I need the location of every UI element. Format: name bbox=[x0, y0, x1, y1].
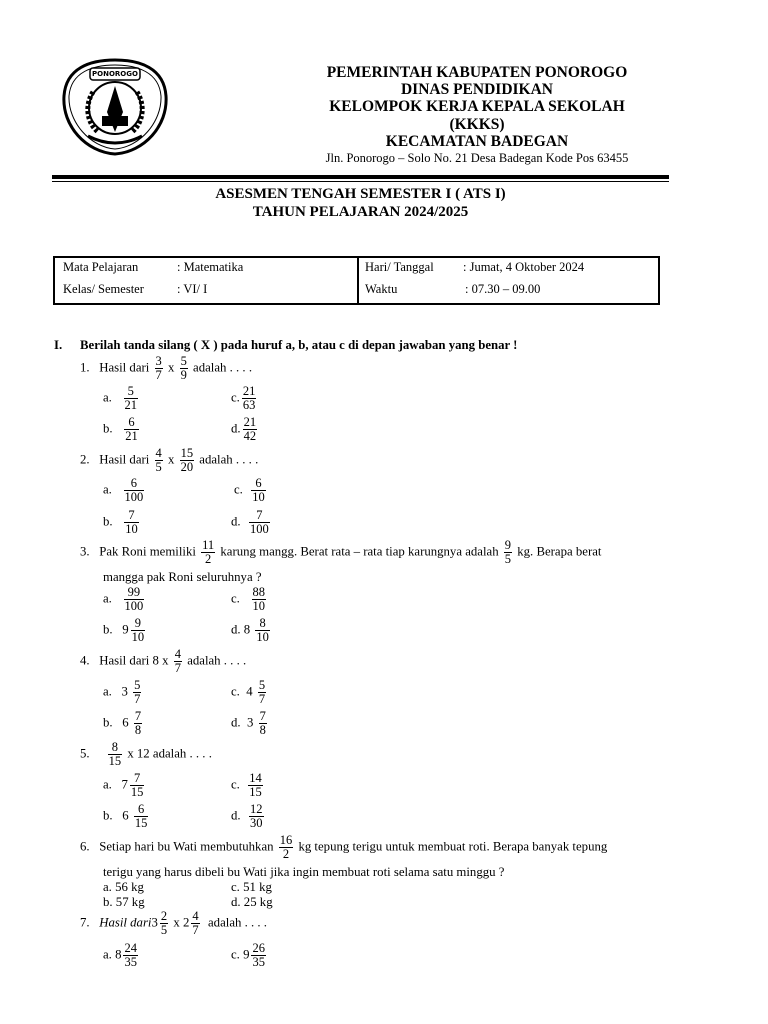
question-7 bbox=[80, 910, 267, 937]
header-line-1: PEMERINTAH KABUPATEN PONOROGO bbox=[326, 64, 628, 81]
q7-whole-1: 3 bbox=[151, 915, 158, 930]
question-4 bbox=[80, 648, 246, 675]
question-3 bbox=[80, 539, 601, 566]
q4-suffix: adalah . . . . bbox=[187, 653, 247, 668]
question-5 bbox=[80, 741, 212, 768]
q7-prefix: Hasil dari bbox=[99, 915, 152, 930]
date-value: : Jumat, 4 Oktober 2024 bbox=[463, 260, 585, 274]
subject-value: : Matematika bbox=[177, 260, 244, 274]
q3-prefix: Pak Roni memiliki bbox=[99, 544, 196, 559]
q2-suffix: adalah . . . . bbox=[199, 452, 259, 467]
logo-banner-text: PONOROGO bbox=[92, 70, 138, 78]
time-label: Waktu bbox=[365, 282, 398, 296]
q4-option-d[interactable]: d. 3 $\frac{7}{8}$ bbox=[231, 709, 266, 737]
q7-fraction-2: $\frac{4}{7}$ bbox=[192, 909, 199, 937]
q5-option-d[interactable]: d. $\frac{12}{30}$ bbox=[231, 802, 263, 830]
subject-label: Mata Pelajaran bbox=[63, 260, 139, 274]
q6-number: 6. bbox=[80, 839, 90, 854]
q2-option-c[interactable]: c. $\frac{6}{10}$ bbox=[234, 476, 265, 504]
q3-option-c[interactable]: c. $\frac{88}{10}$ bbox=[231, 585, 265, 613]
info-box-divider bbox=[357, 258, 359, 303]
q3-number: 3. bbox=[80, 544, 90, 559]
q3-middle: karung mangg. Berat rata – rata tiap karungnya adalah bbox=[220, 544, 499, 559]
q3-fraction-1: $\frac{11}{2}$ bbox=[202, 538, 215, 566]
q4-number: 4. bbox=[80, 653, 90, 668]
q6-line-2: terigu yang harus dibeli bu Wati jika ingin membuat roti selama satu minggu ? bbox=[103, 865, 505, 879]
header-line-3: KELOMPOK KERJA KEPALA SEKOLAH bbox=[329, 98, 625, 115]
q2-option-d[interactable]: d. $\frac{7}{100}$ bbox=[231, 508, 269, 536]
q1-prefix: Hasil dari bbox=[99, 360, 150, 375]
q3-option-d[interactable]: d. 8 $\frac{8}{10}$ bbox=[231, 616, 269, 644]
question-2 bbox=[80, 447, 258, 474]
q5-option-c[interactable]: c. $\frac{14}{15}$ bbox=[231, 771, 262, 799]
class-value: : VI/ I bbox=[177, 282, 208, 296]
q4-option-c[interactable]: c. 4 $\frac{5}{7}$ bbox=[231, 678, 266, 706]
header-line-5: KECAMATAN BADEGAN bbox=[385, 133, 569, 150]
q5-number: 5. bbox=[80, 746, 90, 761]
q3-fraction-2: $\frac{9}{5}$ bbox=[504, 538, 512, 566]
q5-fraction-1: $\frac{8}{15}$ bbox=[108, 740, 122, 768]
header-address: Jln. Ponorogo – Solo No. 21 Desa Badegan Kode Pos 63455 bbox=[325, 151, 629, 165]
question-6 bbox=[80, 834, 607, 861]
q2-option-b[interactable]: b. $\frac{7}{10}$ bbox=[103, 508, 138, 536]
q6-suffix: kg tepung terigu untuk membuat roti. Berapa banyak tepung bbox=[298, 839, 608, 854]
q6-option-d[interactable]: d. 25 kg bbox=[231, 895, 273, 909]
q1-fraction-1: $\frac{3}{7}$ bbox=[155, 354, 162, 382]
q1-option-c[interactable]: c. $\frac{21}{63}$ bbox=[231, 384, 256, 412]
q4-fraction-1: $\frac{4}{7}$ bbox=[174, 647, 181, 675]
q1-option-a[interactable]: a. $\frac{5}{21}$ bbox=[103, 384, 137, 412]
exam-year: TAHUN PELAJARAN 2024/2025 bbox=[252, 204, 469, 220]
q1-number: 1. bbox=[80, 360, 90, 375]
header-line-4: (KKKS) bbox=[449, 116, 505, 133]
q3-suffix: kg. Berapa berat bbox=[517, 544, 602, 559]
time-value: : 07.30 – 09.00 bbox=[465, 282, 541, 296]
q7-fraction-1: $\frac{2}{5}$ bbox=[160, 909, 168, 937]
question-1 bbox=[80, 355, 252, 382]
header-rule-thick bbox=[52, 175, 669, 179]
q7-suffix: adalah . . . . bbox=[208, 915, 267, 930]
q3-option-a[interactable]: a. $\frac{99}{100}$ bbox=[103, 585, 144, 613]
q2-fraction-2: $\frac{15}{20}$ bbox=[180, 446, 194, 474]
q7-option-c[interactable]: c. 9 $\frac{26}{35}$ bbox=[231, 941, 265, 969]
regency-logo bbox=[60, 56, 170, 156]
q1-suffix: adalah . . . . bbox=[193, 360, 253, 375]
q6-option-a[interactable]: a. 56 kg bbox=[103, 880, 144, 894]
q2-operator: x bbox=[167, 452, 175, 467]
header-rule-thin bbox=[52, 181, 669, 182]
section-number: I. bbox=[54, 338, 63, 352]
exam-title: ASESMEN TENGAH SEMESTER I ( ATS I) bbox=[215, 186, 506, 202]
q2-fraction-1: $\frac{4}{5}$ bbox=[155, 446, 162, 474]
q2-prefix: Hasil dari bbox=[99, 452, 150, 467]
q2-option-a[interactable]: a. $\frac{6}{100}$ bbox=[103, 476, 144, 504]
q3-line-2: mangga pak Roni seluruhnya ? bbox=[103, 570, 262, 584]
section-instruction: Berilah tanda silang ( X ) pada huruf a, b, atau c di depan jawaban yang benar ! bbox=[80, 338, 518, 352]
q1-operator: x bbox=[167, 360, 175, 375]
q4-option-a[interactable]: a. 3 $\frac{5}{7}$ bbox=[103, 678, 141, 706]
header-line-2: DINAS PENDIDIKAN bbox=[400, 81, 553, 98]
q2-number: 2. bbox=[80, 452, 90, 467]
q4-prefix: Hasil dari 8 x bbox=[99, 653, 169, 668]
q5-suffix: x 12 adalah . . . . bbox=[127, 746, 212, 761]
q1-option-b[interactable]: b. $\frac{6}{21}$ bbox=[103, 415, 138, 443]
class-label: Kelas/ Semester bbox=[63, 282, 144, 296]
q5-option-a[interactable]: a. 7 $\frac{7}{15}$ bbox=[103, 771, 144, 799]
q4-option-b[interactable]: b. 6 $\frac{7}{8}$ bbox=[103, 709, 142, 737]
date-label: Hari/ Tanggal bbox=[365, 260, 434, 274]
q3-option-b[interactable]: b. 9 $\frac{9}{10}$ bbox=[103, 616, 145, 644]
exam-info-box bbox=[53, 256, 660, 305]
q5-option-b[interactable]: b. 6 $\frac{6}{15}$ bbox=[103, 802, 148, 830]
q7-operator: x 2 bbox=[173, 915, 190, 930]
q6-prefix: Setiap hari bu Wati membutuhkan bbox=[99, 839, 274, 854]
q1-fraction-2: $\frac{5}{9}$ bbox=[180, 354, 187, 382]
q7-option-a[interactable]: a. 8 $\frac{24}{35}$ bbox=[103, 941, 137, 969]
q6-fraction-1: $\frac{16}{2}$ bbox=[279, 833, 293, 861]
q6-option-b[interactable]: b. 57 kg bbox=[103, 895, 145, 909]
q7-number: 7. bbox=[80, 915, 90, 930]
q1-option-d[interactable]: d. $\frac{21}{42}$ bbox=[231, 415, 257, 443]
q6-option-c[interactable]: c. 51 kg bbox=[231, 880, 272, 894]
